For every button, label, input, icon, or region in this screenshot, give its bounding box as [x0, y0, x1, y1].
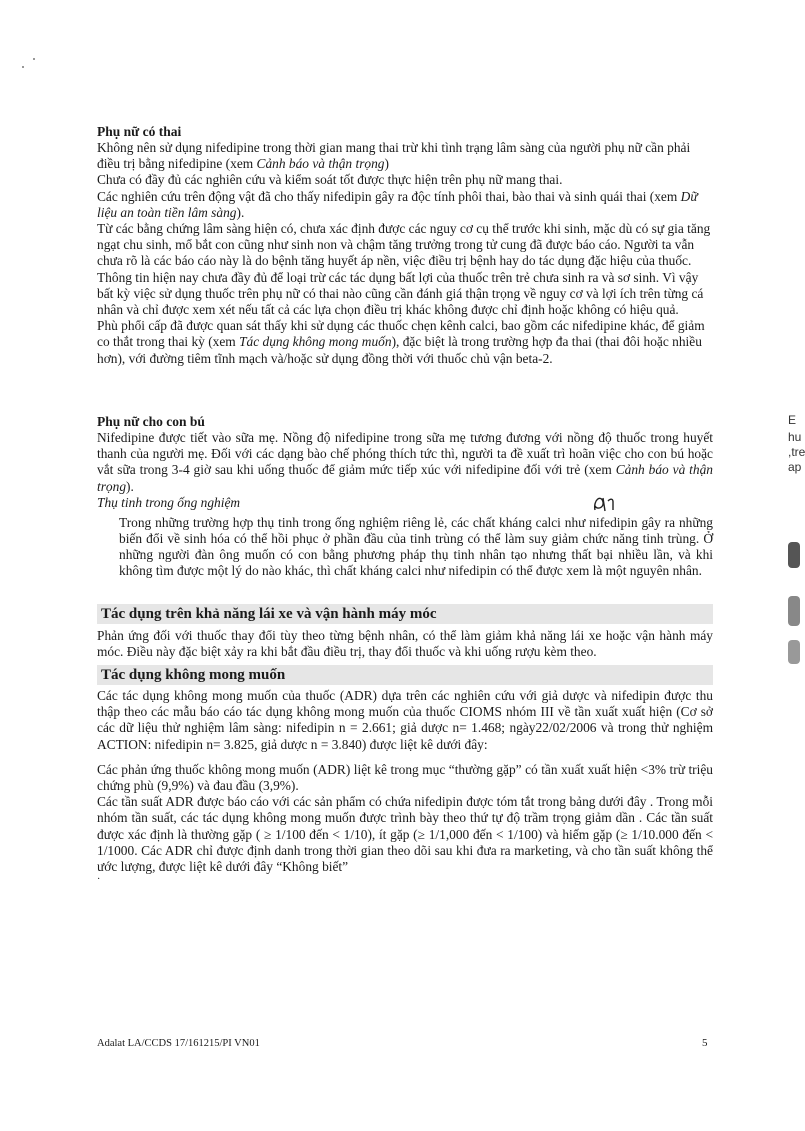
paragraph: Các phản ứng thuốc không mong muốn (ADR) liệt kê trong mục “thường gặp” có tần xuất xuất hiện <3% trừ triệu chứng phù (9,9%) và đau đầu (3,9%). — [97, 761, 713, 794]
page-number: 5 — [702, 1037, 708, 1049]
footer-doc-id: Adalat LA/CCDS 17/161215/PI VN01 — [97, 1038, 260, 1049]
subheading-ivf: Thụ tinh trong ống nghiệm — [97, 494, 241, 510]
margin-shadow — [788, 542, 800, 568]
stray-mark: · — [97, 874, 101, 886]
scan-speck — [33, 58, 35, 60]
margin-fragment: ,tre — [788, 445, 805, 459]
heading-driving: Tác dụng trên khả năng lái xe và vận hành máy móc — [101, 606, 437, 622]
heading-breastfeeding: Phụ nữ cho con bú — [97, 414, 205, 429]
margin-fragment: E — [788, 413, 797, 427]
paragraph: Chưa có đầy đủ các nghiên cứu và kiểm soát tốt được thực hiện trên phụ nữ mang thai. — [97, 172, 563, 188]
section-driving — [97, 604, 713, 660]
margin-fragment: ap — [788, 460, 802, 474]
heading-bar — [97, 665, 713, 685]
margin-fragment: hu — [788, 430, 802, 444]
section-adverse — [97, 665, 713, 885]
margin-shadow — [788, 596, 800, 626]
paragraph: Trong những trường hợp thụ tinh trong ống nghiệm riêng lẻ, các chất kháng calci như nifedipin gây ra những biến đổi về sinh hóa có thể hồi phục ở phần đầu của tinh trùng có thể làm suy giảm chức năng tinh trùng. Ở những người đàn ông muốn có con bằng phương pháp thụ tinh nhân tạo nhưng thất bại nhiều lần, và khi không tìm được một lý do nào khác, thì chất kháng calci như nifedipin có thể được xem là một nguyên nhân. — [119, 514, 713, 579]
paragraph: Phản ứng đối với thuốc thay đổi tùy theo từng bệnh nhân, có thể làm giảm khả năng lái xe hoặc vận hành máy móc. Điều này đặc biệt xảy ra khi bắt đầu điều trị, thay đổi thuốc và khi uống rượu kèm theo. — [97, 628, 713, 660]
handwritten-initials — [591, 492, 621, 514]
heading-pregnant: Phụ nữ có thai — [97, 124, 182, 139]
section-pregnant — [97, 124, 713, 367]
paragraph: Các tác dụng không mong muốn của thuốc (ADR) dựa trên các nghiên cứu với giả dược và nifedipin được thu thập theo các mẫu báo cáo tác dụng không mong muốn của thuốc CIOMS nhóm III về tần xuất xuất hiện (Cơ sở các dữ liệu thử nghiệm lâm sàng: nifedipin n = 2.661; giả dược n= 1.468; ngày22/02/2006 và trong thử nghiệm ACTION: nifedipin n= 3.825, giả dược n = 3.840) được liệt kê dưới đây: — [97, 688, 713, 752]
heading-bar — [97, 604, 713, 624]
paragraph: Các tần suất ADR được báo cáo với các sản phẩm có chứa nifedipin được tóm tắt trong bảng dưới đây . Trong mỗi nhóm tần suất, các tác dụng không mong muốn được trình bày theo thứ tự độ trầm trọng giảm dần . Các tần suất được xác định là thường gặp ( ≥ 1/100 đến < 1/10), ít gặp (≥ 1/1,000 đến < 1/100) và hiếm gặp (≥ 1/10.000 đến < 1/1000. Các ADR chỉ được định danh trong thời gian theo dõi sau khi đưa ra marketing, và cho tần suất không thể ước lượng, được liệt kê dưới đây “Không biết” — [97, 794, 713, 875]
margin-shadow — [788, 640, 800, 664]
heading-adverse: Tác dụng không mong muốn — [101, 667, 286, 683]
paragraph: Thông tin hiện nay chưa đầy đủ để loại trừ các tác dụng bất lợi của thuốc trên trẻ chưa sinh ra và sơ sinh. Vì vậy bất kỳ việc sử dụng thuốc trên phụ nữ có thai nào cũng cần đánh giá thận trọng về nguy cơ và lợi ích trên từng cá nhân và chỉ được xem xét nếu tất cả các lựa chọn điều trị khác không được chỉ định hoặc không có hiệu quả. — [97, 269, 704, 318]
paragraph: Từ các bằng chứng lâm sàng hiện có, chưa xác định được các nguy cơ cụ thể trước khi sinh, mặc dù có sự gia tăng ngạt chu sinh, mổ bắt con cũng như sinh non và chậm tăng trưởng trong tử cung đã được báo cáo. Người ta vẫn chưa rõ là các báo cáo này là do bệnh tăng huyết áp nền, việc điều trị bệnh hay do tác dụng đặc hiệu của thuốc. — [97, 221, 711, 269]
paragraph: Không nên sử dụng nifedipine trong thời gian mang thai trừ khi tình trạng lâm sàng của người phụ nữ cần phải điều trị bằng nifedipine (xem Cảnh báo và thận trọng) — [97, 140, 691, 172]
paragraph: Phù phổi cấp đã được quan sát thấy khi sử dụng các thuốc chẹn kênh calci, bao gồm các nifedipine khác, để giảm co thắt trong thai kỳ (xem Tác dụng không mong muốn), đặc biệt là trong trường hợp đa thai (thai đôi hoặc nhiều hơn), với đường tiêm tĩnh mạch và/hoặc sử dụng đồng thời với thuốc chủ vận beta-2. — [97, 318, 705, 366]
scan-speck — [22, 66, 24, 68]
paragraph: Các nghiên cứu trên động vật đã cho thấy nifedipin gây ra độc tính phôi thai, bào thai và sinh quái thai (xem Dữ liệu an toàn tiền lâm sàng). — [97, 188, 698, 220]
paragraph: Nifedipine được tiết vào sữa mẹ. Nồng độ nifedipine trong sữa mẹ tương đương với nồng độ thuốc trong huyết thanh của người mẹ. Đối với các dạng bào chế phóng thích tức thì, người ta đề xuất trì hoãn việc cho con bú hoặc vắt sữa trong 3-4 giờ sau khi uống thuốc để giảm mức tiếp xúc với nifedipine đối với trẻ (xem Cảnh báo và thận trọng). — [97, 430, 713, 494]
